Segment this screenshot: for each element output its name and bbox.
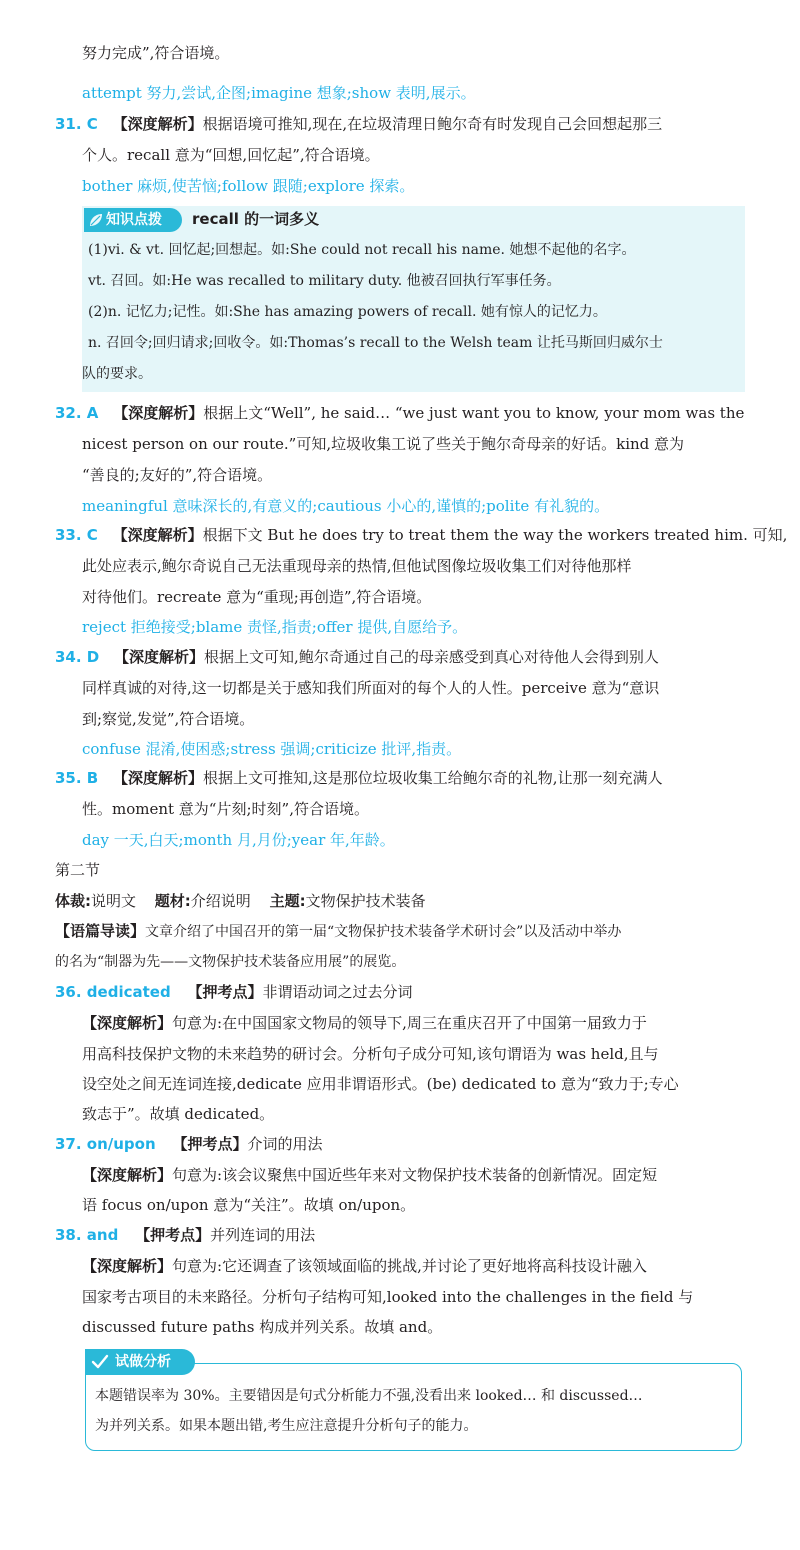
analysis-text: 根据上文可知,鲍尔奇通过自己的母亲感受到真心对待他人会得到别人 — [204, 648, 659, 666]
analysis-tag: 【深度解析】 — [113, 769, 204, 787]
analysis-text: 性。moment 意为“片刻;时刻”,符合语境。 — [82, 800, 369, 818]
question-38 — [55, 1220, 315, 1250]
analysis-text: 根据语境可推知,现在,在垃圾清理日鲍尔奇有时发现自己会回想起那三 — [202, 115, 663, 133]
analysis-text: 设空处之间无连词连接,dedicate 应用非谓语形式。(be) dedicated to 意为“致力于;专心 — [82, 1075, 679, 1093]
analysis-text: 到;察觉,发觉”,符合语境。 — [82, 710, 255, 728]
question-31 — [55, 109, 662, 139]
analysis-tag: 【深度解析】 — [82, 1166, 173, 1184]
section-heading: 第二节 — [55, 861, 101, 879]
answer-number: 33. C — [55, 526, 98, 544]
continuation-text: 努力完成”,符合语境。 — [82, 44, 230, 62]
distractor-options: day 一天,白天;month 月,月份;year 年,年龄。 — [82, 831, 395, 849]
distractor-options: bother 麻烦,使苦恼;follow 跟随;explore 探索。 — [82, 177, 415, 195]
analysis-tag: 【深度解析】 — [82, 1014, 173, 1032]
answer-number: 31. C — [55, 115, 98, 133]
exam-point: 并列连词的用法 — [210, 1226, 316, 1244]
answer-number: 38. and — [55, 1226, 119, 1244]
analysis-text: nicest person on our route.”可知,垃圾收集工说了些关于鲍尔奇母亲的好话。kind 意为 — [82, 435, 685, 453]
analysis-text: 句意为:在中国国家文物局的领导下,周三在重庆召开了中国第一届致力于 — [172, 1014, 647, 1032]
analysis-text: 个人。recall 意为“回想,回忆起”,符合语境。 — [82, 146, 380, 164]
analysis-line — [82, 1008, 647, 1038]
question-33 — [55, 520, 787, 550]
analysis-text: 国家考古项目的未来路径。分析句子结构可知,looked into the challenges in the field 与 — [82, 1288, 694, 1306]
analysis-line — [82, 1160, 657, 1190]
analysis-text: 语 focus on/upon 意为“关注”。故填 on/upon。 — [82, 1196, 416, 1214]
analysis-text: 用高科技保护文物的未来趋势的研讨会。分析句子成分可知,该句谓语为 was held,且与 — [82, 1045, 659, 1063]
trial-text: 本题错误率为 30%。主要错因是句式分析能力不强,没看出来 looked… 和 discussed… — [95, 1388, 643, 1404]
question-36 — [55, 977, 413, 1007]
exam-point-tag: 【押考点】 — [172, 1135, 248, 1153]
distractor-options: attempt 努力,尝试,企图;imagine 想象;show 表明,展示。 — [82, 84, 476, 102]
analysis-line — [82, 1251, 647, 1281]
guide-tag: 【语篇导读】 — [55, 922, 146, 940]
distractor-options: reject 拒绝接受;blame 责怪,指责;offer 提供,自愿给予。 — [82, 618, 468, 636]
theme-label: 主题: — [269, 892, 306, 910]
analysis-tag: 【深度解析】 — [82, 1257, 173, 1275]
knowledge-badge: 知识点拨 — [84, 208, 182, 232]
analysis-text: 对待他们。recreate 意为“重现;再创造”,符合语境。 — [82, 588, 432, 606]
analysis-text: 根据上文“Well”, he said… “we just want you to know, your mom was the — [203, 404, 745, 422]
analysis-text: 句意为:它还调查了该领域面临的挑战,并讨论了更好地将高科技设计融入 — [172, 1257, 647, 1275]
question-34 — [55, 642, 659, 672]
topic-value: 介绍说明 — [190, 892, 251, 910]
topic-label: 题材: — [154, 892, 191, 910]
analysis-tag: 【深度解析】 — [114, 648, 205, 666]
knowledge-title: recall 的一词多义 — [192, 210, 320, 228]
distractor-options: meaningful 意味深长的,有意义的;cautious 小心的,谨慎的;polite 有礼貌的。 — [82, 497, 610, 515]
distractor-options: confuse 混淆,使困惑;stress 强调;criticize 批评,指责。 — [82, 740, 462, 758]
analysis-text: 句意为:该会议聚焦中国近些年来对文物保护技术装备的创新情况。固定短 — [172, 1166, 658, 1184]
analysis-tag: 【深度解析】 — [113, 404, 204, 422]
guide-text: 的名为“制器为先——文物保护技术装备应用展”的展览。 — [55, 954, 406, 970]
answer-number: 35. B — [55, 769, 99, 787]
answer-number: 32. A — [55, 404, 99, 422]
answer-number: 36. dedicated — [55, 983, 171, 1001]
passage-guide — [55, 916, 621, 947]
analysis-text: 根据下文 But he does try to treat them the way the workers treated him. 可知, — [202, 526, 788, 544]
answer-number: 34. D — [55, 648, 100, 666]
leaf-icon — [88, 212, 104, 228]
knowledge-item: (2)n. 记忆力;记性。如:She has amazing powers of recall. 她有惊人的记忆力。 — [88, 304, 607, 320]
exam-point: 介词的用法 — [247, 1135, 323, 1153]
question-35 — [55, 763, 663, 793]
knowledge-item: (1)vi. & vt. 回忆起;回想起。如:She could not recall his name. 她想不起他的名字。 — [88, 242, 636, 258]
genre-value: 说明文 — [91, 892, 137, 910]
trial-text: 为并列关系。如果本题出错,考生应注意提升分析句子的能力。 — [95, 1418, 478, 1434]
knowledge-item: 队的要求。 — [82, 366, 152, 382]
analysis-text: 此处应表示,鲍尔奇说自己无法重现母亲的热情,但他试图像垃圾收集工们对待他那样 — [82, 557, 632, 575]
trial-badge: 试做分析 — [85, 1349, 195, 1375]
exam-point-tag: 【押考点】 — [187, 983, 263, 1001]
analysis-text: “善良的;友好的”,符合语境。 — [82, 466, 273, 484]
analysis-tag: 【深度解析】 — [112, 115, 203, 133]
check-icon — [90, 1353, 110, 1371]
exam-point-tag: 【押考点】 — [135, 1226, 211, 1244]
analysis-tag: 【深度解析】 — [112, 526, 203, 544]
analysis-text: discussed future paths 构成并列关系。故填 and。 — [82, 1318, 443, 1336]
analysis-text: 根据上文可推知,这是那位垃圾收集工给鲍尔奇的礼物,让那一刻充满人 — [203, 769, 663, 787]
question-32 — [55, 398, 744, 428]
knowledge-item: n. 召回令;回归请求;回收令。如:Thomas’s recall to the Welsh team 让托马斯回归威尔士 — [88, 335, 663, 351]
analysis-text: 同样真诚的对待,这一切都是关于感知我们所面对的每个人的人性。perceive 意为“意识 — [82, 679, 660, 697]
knowledge-item: vt. 召回。如:He was recalled to military duty. 他被召回执行军事任务。 — [88, 273, 561, 289]
answer-number: 37. on/upon — [55, 1135, 156, 1153]
exam-point: 非谓语动词之过去分词 — [262, 983, 413, 1001]
theme-value: 文物保护技术装备 — [305, 892, 426, 910]
analysis-text: 致志于”。故填 dedicated。 — [82, 1105, 275, 1123]
section-meta — [55, 886, 426, 916]
genre-label: 体裁: — [55, 892, 91, 910]
question-37 — [55, 1129, 322, 1159]
guide-text: 文章介绍了中国召开的第一届“文物保护技术装备学术研讨会”以及活动中举办 — [145, 924, 622, 940]
